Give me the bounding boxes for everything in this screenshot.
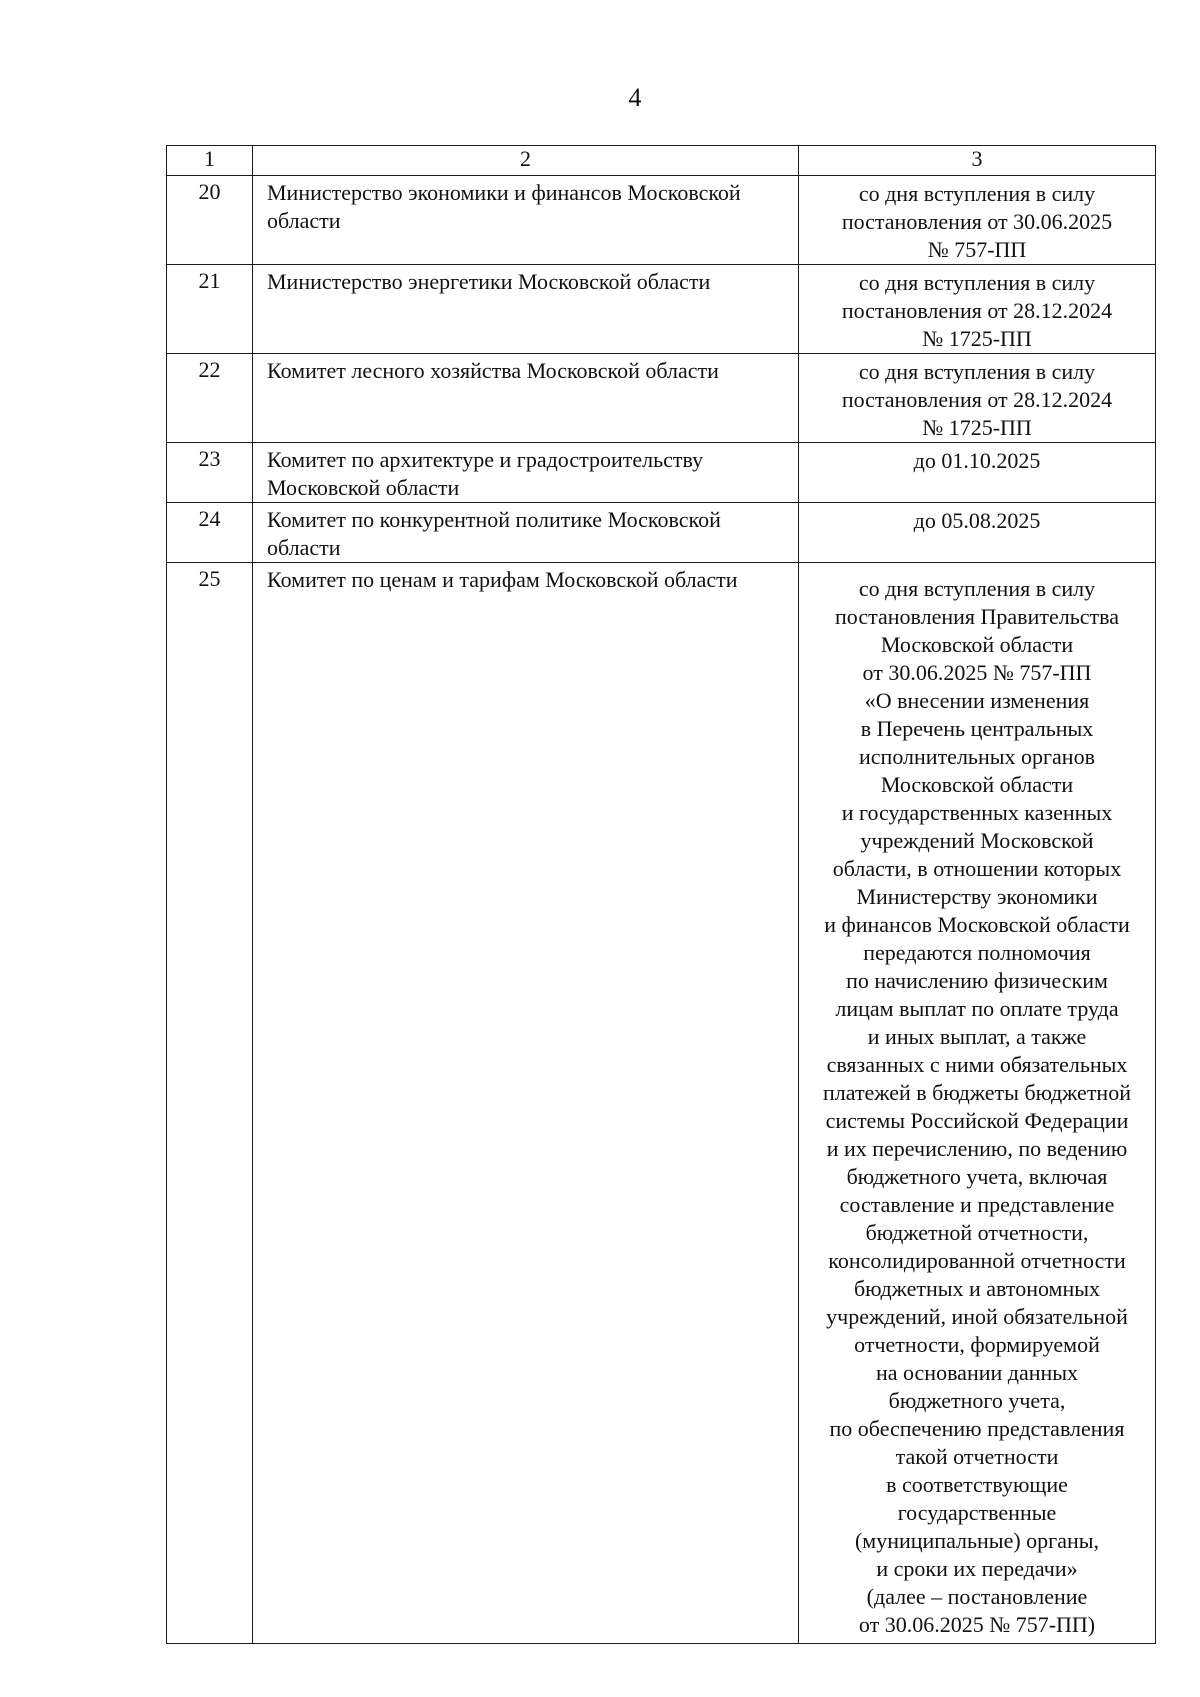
- term-line: (муниципальные) органы,: [854, 1528, 1100, 1553]
- term-line: отчетности, формируемой: [854, 1332, 1100, 1357]
- column-header-3: 3: [799, 146, 1156, 176]
- term-line: связанных с ними обязательных: [826, 1052, 1128, 1077]
- term-line: бюджетного учета,: [888, 1388, 1066, 1413]
- term-line: со дня вступления в силу: [858, 181, 1096, 206]
- table-row: [167, 503, 1156, 563]
- term-line: и государственных казенных: [841, 800, 1113, 825]
- term-cell: [799, 563, 1156, 1644]
- row-number: 24: [167, 503, 253, 563]
- term-line: до 01.10.2025: [913, 448, 1041, 473]
- term-line: постановления Правительства: [835, 604, 1119, 629]
- agency-name: Комитет по ценам и тарифам Московской области: [253, 563, 799, 1644]
- term-line: области, в отношении которых: [832, 856, 1122, 881]
- term-line: до 05.08.2025: [913, 508, 1041, 533]
- term-cell: [799, 503, 1156, 563]
- term-line: № 1725-ПП: [922, 415, 1032, 440]
- term-line: по начислению физическим: [846, 968, 1108, 993]
- term-line: бюджетной отчетности,: [865, 1220, 1089, 1245]
- row-number: 25: [167, 563, 253, 1644]
- term-line: Московской области: [880, 632, 1074, 657]
- row-number: 20: [167, 176, 253, 265]
- term-cell: [799, 443, 1156, 503]
- term-line: и их перечислению, по ведению: [826, 1136, 1128, 1161]
- term-line: № 1725-ПП: [922, 326, 1032, 351]
- table-row: [167, 563, 1156, 1644]
- row-number: 22: [167, 354, 253, 443]
- term-line: № 757-ПП: [927, 237, 1027, 262]
- column-header-1: 1: [167, 146, 253, 176]
- term-line: (далее – постановление: [866, 1584, 1088, 1609]
- table-row: [167, 265, 1156, 354]
- term-line: учреждений, иной обязательной: [826, 1304, 1128, 1329]
- page-number: 4: [628, 83, 642, 112]
- agency-name: Министерство экономики и финансов Московской области: [253, 176, 799, 265]
- term-line: государственные: [897, 1500, 1057, 1525]
- term-line: от 30.06.2025 № 757-ПП: [862, 660, 1092, 685]
- agency-name: Комитет по конкурентной политике Московской области: [253, 503, 799, 563]
- term-line: исполнительных органов: [859, 744, 1095, 769]
- term-line: бюджетного учета, включая: [846, 1164, 1108, 1189]
- term-line: со дня вступления в силу: [858, 359, 1096, 384]
- term-line: такой отчетности: [895, 1444, 1059, 1469]
- term-line: постановления от 28.12.2024: [841, 298, 1113, 323]
- term-line: передаются полномочия: [863, 940, 1091, 965]
- term-line: в Перечень центральных: [860, 716, 1094, 741]
- term-line: от 30.06.2025 № 757-ПП): [858, 1612, 1096, 1637]
- term-line: Министерству экономики: [856, 884, 1098, 909]
- term-line: лицам выплат по оплате труда: [835, 996, 1119, 1021]
- term-cell: [799, 354, 1156, 443]
- term-line: по обеспечению представления: [829, 1416, 1125, 1441]
- term-line: составление и представление: [839, 1192, 1115, 1217]
- table-row: [167, 443, 1156, 503]
- term-line: «О внесении изменения: [864, 688, 1090, 713]
- table-row: [167, 176, 1156, 265]
- term-line: постановления от 30.06.2025: [841, 209, 1113, 234]
- agency-name: Комитет лесного хозяйства Московской области: [253, 354, 799, 443]
- agencies-table: [166, 145, 1156, 1644]
- term-line: и сроки их передачи»: [876, 1556, 1078, 1581]
- term-line: системы Российской Федерации: [825, 1108, 1129, 1133]
- table-row: [167, 354, 1156, 443]
- term-line: со дня вступления в силу: [858, 270, 1096, 295]
- term-line: и иных выплат, а также: [867, 1024, 1087, 1049]
- term-line: постановления от 28.12.2024: [841, 387, 1113, 412]
- term-line: в соответствующие: [886, 1472, 1068, 1497]
- term-line: со дня вступления в силу: [858, 576, 1096, 601]
- term-line: учреждений Московской: [860, 828, 1094, 853]
- table-header-row: [167, 146, 1156, 176]
- term-line: на основании данных: [875, 1360, 1079, 1385]
- row-number: 23: [167, 443, 253, 503]
- term-line: и финансов Московской области: [824, 912, 1130, 937]
- term-line: бюджетных и автономных: [853, 1276, 1101, 1301]
- term-line: Московской области: [880, 772, 1074, 797]
- term-cell: [799, 176, 1156, 265]
- term-line: платежей в бюджеты бюджетной: [823, 1080, 1131, 1105]
- term-cell: [799, 265, 1156, 354]
- agency-name: Комитет по архитектуре и градостроительству Московской области: [253, 443, 799, 503]
- term-line: консолидированной отчетности: [828, 1248, 1126, 1273]
- agency-name: Министерство энергетики Московской области: [253, 265, 799, 354]
- column-header-2: 2: [253, 146, 799, 176]
- row-number: 21: [167, 265, 253, 354]
